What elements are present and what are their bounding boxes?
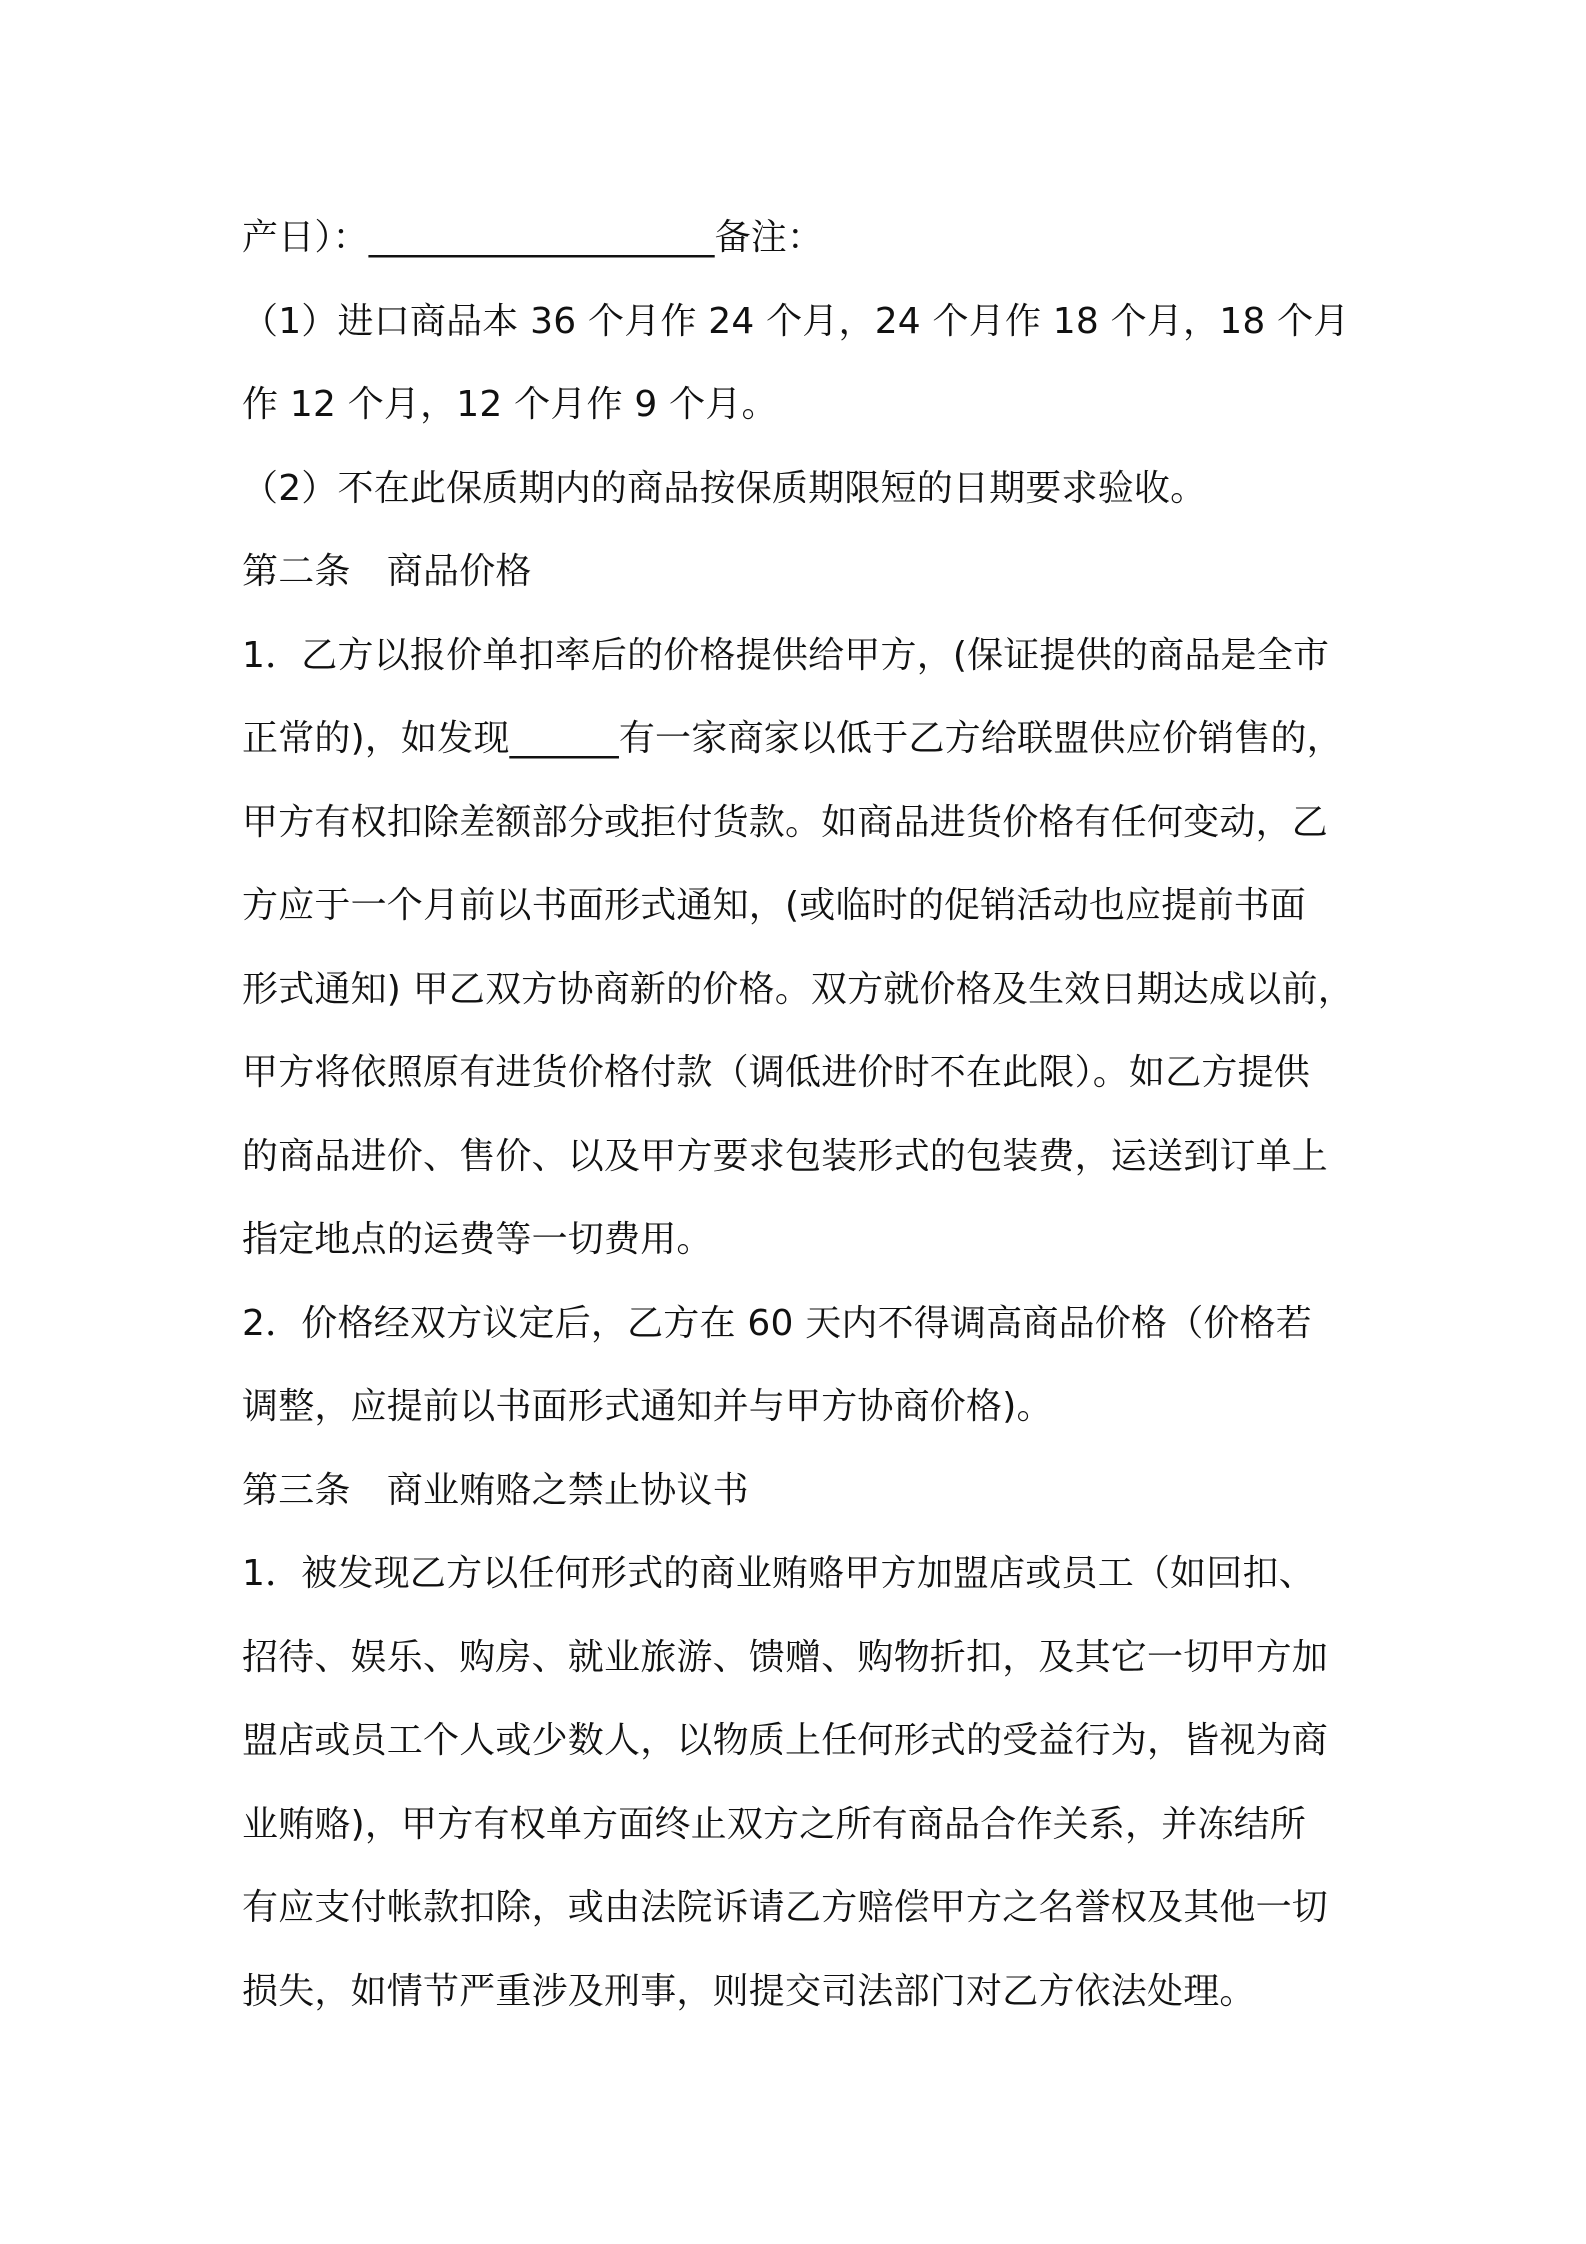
text-line: 甲方将依照原有进货价格付款（调低进价时不在此限）。如乙方提供 (242, 1052, 1311, 1093)
text-line: （2）不在此保质期内的商品按保质期限短的日期要求验收。 (242, 467, 1207, 509)
section-heading: 第三条 商业贿赂之禁止协议书 (242, 1469, 749, 1511)
text-line: 招待、娱乐、购房、就业旅游、馈赠、购物折扣，及其它一切甲方加 (242, 1636, 1329, 1678)
text-line: 业贿赂)，甲方有权单方面终止双方之所有商品合作关系，并冻结所 (242, 1803, 1307, 1845)
text-line: 指定地点的运费等一切费用。 (242, 1219, 713, 1260)
text-line: 甲方有权扣除差额部分或拒付货款。如商品进货价格有任何变动，乙 (242, 801, 1329, 843)
text-line: 的商品进价、售价、以及甲方要求包装形式的包装费，运送到订单上 (242, 1135, 1329, 1177)
text-line: 有应支付帐款扣除，或由法院诉请乙方赔偿甲方之名誉权及其他一切 (242, 1887, 1329, 1928)
text-line: 损失，如情节严重涉及刑事，则提交司法部门对乙方依法处理。 (242, 1970, 1256, 2012)
text-line: 盟店或员工个人或少数人，以物质上任何形式的受益行为，皆视为商 (242, 1720, 1329, 1761)
text-line: 形式通知) 甲乙双方协商新的价格。双方就价格及生效日期达成以前， (242, 968, 1354, 1010)
text-line: 2．价格经双方议定后，乙方在 60 天内不得调高商品价格（价格若 (242, 1302, 1312, 1344)
text-line: 调整，应提前以书面形式通知并与甲方协商价格)。 (242, 1386, 1053, 1427)
text-line: 1．乙方以报价单扣率后的价格提供给甲方，(保证提供的商品是全市 (242, 634, 1330, 676)
document-body (242, 196, 1362, 2033)
text-line: 方应于一个月前以书面形式通知，(或临时的促销活动也应提前书面 (242, 885, 1307, 926)
text-line: 产日）：___________________备注： (242, 217, 824, 258)
section-heading: 第二条 商品价格 (242, 551, 532, 592)
text-line: 1．被发现乙方以任何形式的商业贿赂甲方加盟店或员工（如回扣、 (242, 1553, 1315, 1594)
text-line: 正常的)，如发现______有一家商家以低于乙方给联盟供应价销售的， (242, 718, 1343, 759)
text-line: 作 12 个月，12 个月作 9 个月。 (242, 384, 778, 425)
text-line: （1）进口商品本 36 个月作 24 个月，24 个月作 18 个月，18 个月 (242, 300, 1350, 342)
